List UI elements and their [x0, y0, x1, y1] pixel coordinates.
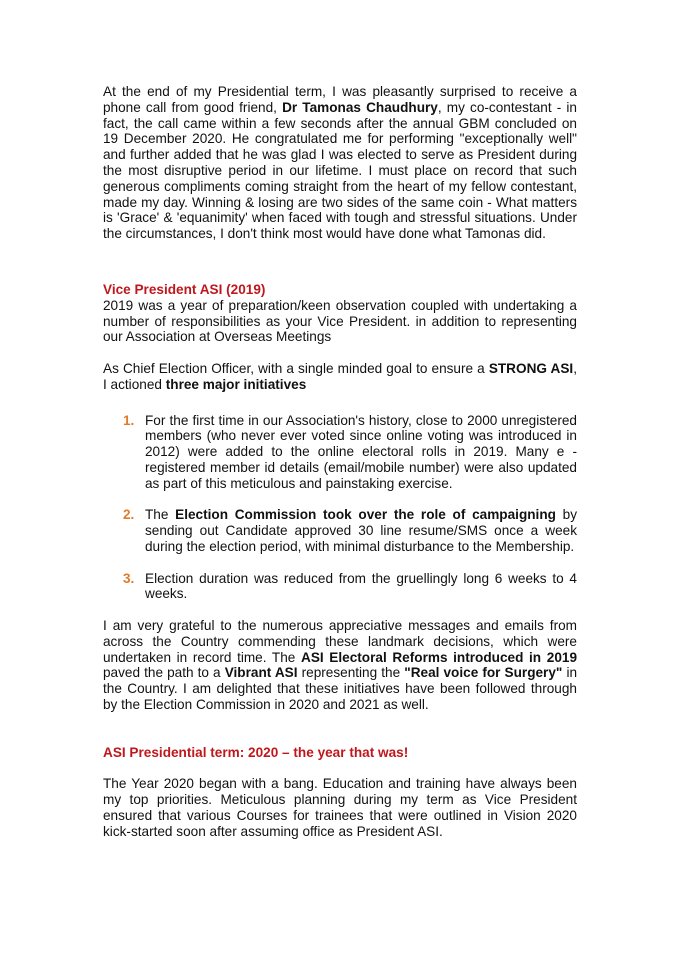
bold-text: Vibrant ASI: [224, 665, 298, 681]
text-span: paved the path to a: [103, 665, 225, 681]
spacer: [103, 713, 577, 745]
text-span: I am very grateful to the numerous appreciative messages and emails from across the Country commending these landmark decisions, which were undertaken in record time. The: [103, 617, 577, 665]
paragraph-chief-election-officer: [103, 361, 577, 393]
bold-text: ASI Electoral Reforms introduced in 2019: [301, 649, 578, 665]
initiatives-list: [103, 413, 577, 603]
document-page: [103, 84, 577, 839]
text-span: At the end of my Presidential term, I was pleasantly surprised to receive a phone call from good friend,: [103, 84, 577, 115]
heading-presidential-term: ASI Presidential term: 2020 – the year that was!: [103, 744, 409, 760]
list-item-text: Election duration was reduced from the gruellingly long 6 weeks to 4 weeks.: [145, 570, 577, 602]
spacer: [103, 760, 577, 776]
bold-text: STRONG ASI: [488, 360, 574, 376]
spacer: [103, 393, 577, 413]
text-span: by sending out Candidate approved 30 line resume/SMS once a week during the election period, with minimal disturbance to the Membership.: [145, 507, 578, 554]
paragraph-2019: 2019 was a year of preparation/keen observation coupled with undertaking a number of responsibilities as your Vice President. in addition to representing our Association at Overseas Meetings: [103, 297, 577, 345]
paragraph-phone-call: [103, 84, 577, 242]
spacer: [103, 345, 577, 361]
list-item: [103, 413, 577, 492]
paragraph-grateful: [103, 618, 577, 713]
heading-vice-president: Vice President ASI (2019): [103, 281, 266, 297]
text-span: , I actioned: [103, 360, 577, 392]
text-span: representing the: [297, 665, 405, 681]
list-number: 2.: [123, 507, 135, 523]
list-item-text: For the first time in our Association's history, close to 2000 unregistered members (who never ever voted since online voting was introduced in 2012) were added to the online electoral rolls in 2019. Many e -registered member id details (email/mobile number) were also updated as part of this meticulous and painstaking exercise.: [145, 412, 577, 491]
spacer: [103, 242, 577, 274]
text-span: in the Country. I am delighted that these initiatives have been followed through by the Election Commission in 2020 and 2021 as well.: [103, 665, 578, 712]
list-number: 1.: [123, 412, 135, 428]
spacer: [103, 274, 577, 282]
list-item: [103, 507, 577, 554]
list-item: [103, 571, 577, 603]
bold-text: three major initiatives: [165, 376, 307, 392]
bold-text: "Real voice for Surgery": [404, 665, 563, 681]
bold-name: Dr Tamonas Chaudhury: [282, 99, 438, 115]
text-span: The: [145, 507, 176, 523]
text-span: As Chief Election Officer, with a single minded goal to ensure a: [103, 360, 489, 376]
list-number: 3.: [123, 570, 135, 586]
bold-text: Election Commission took over the role of campaigning: [175, 507, 556, 523]
paragraph-year-2020: The Year 2020 began with a bang. Education and training have always been my top priorities. Meticulous planning during my term as Vice President ensured that various Courses for trainees that were outlined in Vision 2020 kick-started soon after assuming office as President ASI.: [103, 776, 577, 839]
text-span: , my co-contestant - in fact, the call came within a few seconds after the annual GBM concluded on 19 December 2020. He congratulated me for performing "exceptionally well" and further added that he was glad I was elected to serve as President during the most disruptive period in our lifetime. I must place on record that such generous compliments coming straight from the heart of my fellow contestant, made my day. Winning & losing are two sides of the same coin - What matters is 'Grace' & 'equanimity' when faced with tough and stressful situations. Under the circumstances, I don't think most would have done what Tamonas did.: [103, 99, 577, 242]
